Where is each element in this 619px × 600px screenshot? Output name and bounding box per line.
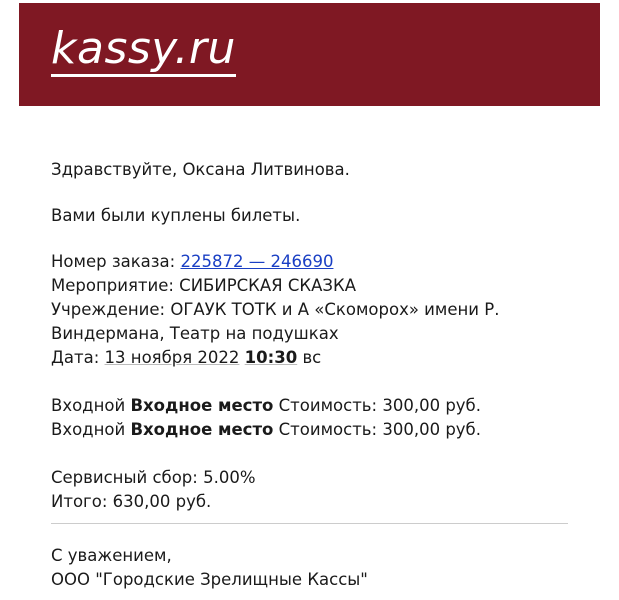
ticket-seat: Входное место [130, 396, 274, 415]
ticket-price-label: Стоимость: [278, 396, 378, 415]
venue-name-line1: ОГАУК ТОТК и А «Скоморох» имени Р. [170, 300, 500, 319]
event-name: СИБИРСКАЯ СКАЗКА [179, 276, 356, 295]
total-value: 630,00 руб. [112, 492, 212, 511]
regards-text: С уважением, [51, 546, 172, 565]
venue-label: Учреждение: [51, 300, 166, 319]
date-row [51, 346, 581, 370]
divider [51, 523, 568, 524]
order-label: Номер заказа: [51, 252, 176, 271]
venue-row [51, 298, 581, 322]
ticket-price: 300,00 руб. [382, 420, 481, 439]
greeting: Здравствуйте, Оксана Литвинова. [51, 160, 350, 179]
purchase-note: Вами были куплены билеты. [51, 206, 301, 225]
date-label: Дата: [51, 348, 100, 367]
ticket-seat: Входное место [130, 420, 274, 439]
ticket-row [51, 394, 581, 418]
event-time[interactable]: 10:30 [244, 348, 298, 367]
ticket-type: Входной [51, 420, 126, 439]
event-date[interactable]: 13 ноября 2022 [104, 348, 240, 367]
kassy-logo[interactable]: kassy.ru [51, 25, 236, 77]
service-fee-row [51, 466, 581, 490]
order-number-link[interactable]: 225872 — 246690 [180, 252, 334, 271]
service-fee-value: 5.00% [203, 468, 256, 487]
service-fee-label: Сервисный сбор: [51, 468, 198, 487]
ticket-price: 300,00 руб. [382, 396, 481, 415]
event-label: Мероприятие: [51, 276, 174, 295]
company-name: ООО "Городские Зрелищные Кассы" [51, 570, 368, 589]
email-body [51, 158, 581, 514]
venue-row-continued [51, 322, 581, 346]
order-row [51, 250, 581, 274]
signoff [51, 544, 368, 592]
ticket-type: Входной [51, 396, 126, 415]
venue-name-line2: Виндермана, Театр на подушках [51, 324, 339, 343]
total-row [51, 490, 581, 514]
event-weekday: вс [302, 348, 322, 367]
ticket-row [51, 418, 581, 442]
ticket-price-label: Стоимость: [278, 420, 378, 439]
total-label: Итого: [51, 492, 108, 511]
event-row [51, 274, 581, 298]
brand-header [19, 3, 600, 106]
